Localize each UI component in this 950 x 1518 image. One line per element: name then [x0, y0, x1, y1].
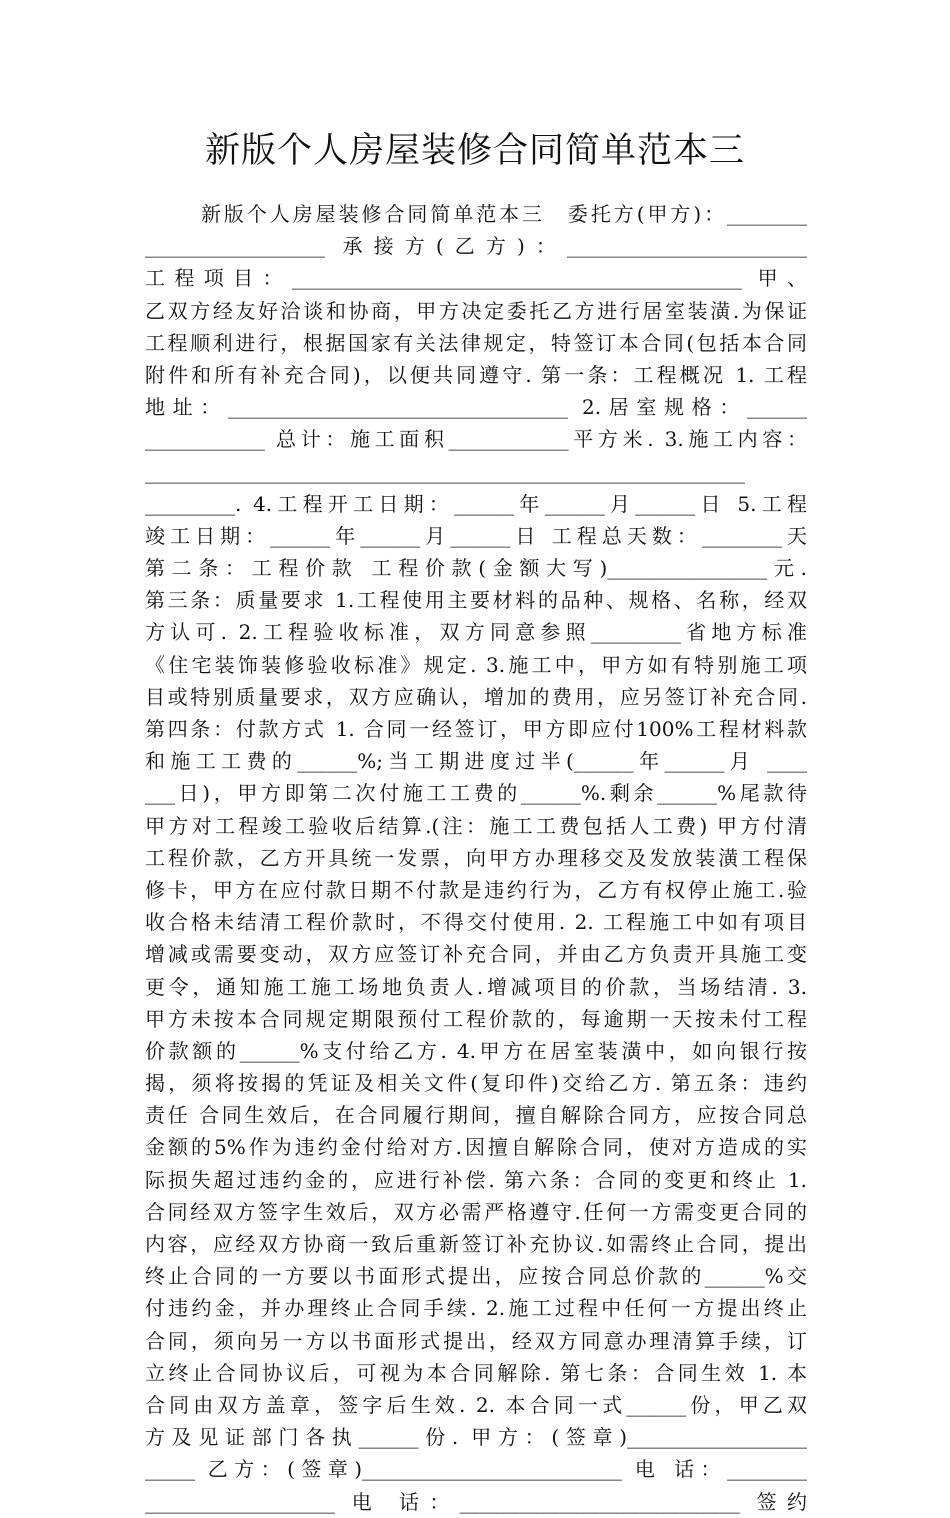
document-title: 新版个人房屋装修合同简单范本三 — [204, 131, 745, 171]
text-line: 地址：__________________________________ 2.居室规格：______ — [145, 395, 807, 420]
text-line: 付违约金，并办理终止合同手续. 2.施工过程中任何一方提出终止 — [145, 1296, 807, 1321]
text-line: 甲方对工程竣工验收后结算.(注：施工工费包括人工费) 甲方付清 — [145, 813, 807, 838]
text-line: 合同由双方盖章，签字后生效. 2. 本合同一式______份，甲乙双 — [145, 1392, 807, 1417]
text-line: _____ 乙方：(签章)__________________________ 电 话：________ — [145, 1457, 807, 1482]
text-line: 内容，应经双方协商一致后重新签订补充协议.如需终止合同，提出 — [145, 1232, 807, 1256]
text-line: 甲方未按本合同规定期限预付工程价款的，每逾期一天按未付工程 — [145, 1006, 807, 1031]
text-line: ____________________________________________________________ — [145, 459, 745, 484]
text-line: 方认可. 2.工程验收标准，双方同意参照_________省地方标准 — [145, 620, 807, 645]
text-line: 责任 合同生效后，在合同履行期间，擅自解除合同方，应按合同总 — [145, 1103, 807, 1128]
text-line: ___日)，甲方即第二次付施工工费的______%.剩余______%尾款待 — [145, 781, 807, 806]
text-line: 《住宅装饰装修验收标准》规定. 3.施工中，甲方如有特别施工项 — [145, 652, 807, 677]
text-line: ___________________ 电 话：____________________________ 签约 — [145, 1489, 807, 1514]
text-line: 第二条：工程价款 工程价款(金额大写)________________元. — [145, 556, 807, 581]
text-line: 更令，通知施工施工场地负责人.增减项目的价款，当场结清. 3. — [145, 974, 807, 999]
text-line: 金额的5%作为违约金付给对方.因擅自解除合同，使对方造成的实 — [145, 1135, 807, 1160]
text-line: _________. 4.工程开工日期：______年______月______日 5.工程 — [145, 491, 807, 516]
text-line: 修卡，甲方在应付款日期不付款是违约行为，乙方有权停止施工.验 — [145, 877, 807, 902]
text-line: 立终止合同协议后，可视为本合同解除. 第七条：合同生效 1. 本 — [145, 1360, 807, 1385]
text-line: 揭，须将按揭的凭证及相关文件(复印件)交给乙方. 第五条：违约 — [145, 1071, 807, 1096]
text-line: 新版个人房屋装修合同简单范本三 委托方(甲方)：________ — [201, 202, 807, 226]
text-line: ____________ 总计：施工面积____________平方米. 3.施工内容： — [145, 427, 807, 452]
text-line: 际损失超过违约金的，应进行补偿. 第六条：合同的变更和终止 1. — [145, 1167, 807, 1192]
text-line: 第三条：质量要求 1.工程使用主要材料的品种、规格、名称，经双 — [145, 588, 807, 613]
text-line: 合同，须向另一方以书面形式提出，经双方同意办理清算手续，订 — [145, 1328, 807, 1353]
text-line: 工程价款，乙方开具统一发票，向甲方办理移交及发放装潢工程保 — [145, 845, 807, 870]
text-line: 目或特别质量要求，双方应确认，增加的费用，应另签订补充合同. — [145, 684, 807, 709]
text-line: 竣工日期：______年______月______日 工程总天数：________天 — [145, 523, 807, 548]
text-line: 和施工工费的______%;当工期进度过半(______年______月 ____ — [145, 749, 807, 774]
text-line: 乙双方经友好洽谈和协商，甲方决定委托乙方进行居室装潢.为保证 — [145, 298, 807, 323]
text-line: 工程项目：_____________________________________________ 甲、 — [145, 266, 807, 291]
text-line: 方及见证部门各执______份. 甲方：(签章)__________________ — [145, 1425, 807, 1450]
text-line: 合同经双方签字生效后，双方必需严格遵守.任何一方需变更合同的 — [145, 1199, 807, 1224]
text-line: 附件和所有补充合同)，以便共同遵守. 第一条：工程概况 1. 工程 — [145, 362, 807, 387]
text-line: 价款额的______%支付给乙方. 4.甲方在居室装潢中，如向银行按 — [145, 1038, 807, 1063]
contract-body — [145, 198, 807, 1518]
text-line: 增减或需要变动，双方应签订补充合同，并由乙方负责开具施工变 — [145, 942, 807, 967]
text-line: 终止合同的一方要以书面形式提出，应按合同总价款的______%交 — [145, 1264, 807, 1289]
text-line: 收合格未结清工程价款时，不得交付使用. 2. 工程施工中如有项目 — [145, 910, 807, 935]
text-line: 工程顺利进行，根据国家有关法律规定，特签订本合同(包括本合同 — [145, 330, 807, 355]
text-line: __________________ 承接方(乙方)：________________________ — [145, 234, 807, 259]
text-line: 第四条：付款方式 1. 合同一经签订，甲方即应付100%工程材料款 — [145, 717, 807, 741]
